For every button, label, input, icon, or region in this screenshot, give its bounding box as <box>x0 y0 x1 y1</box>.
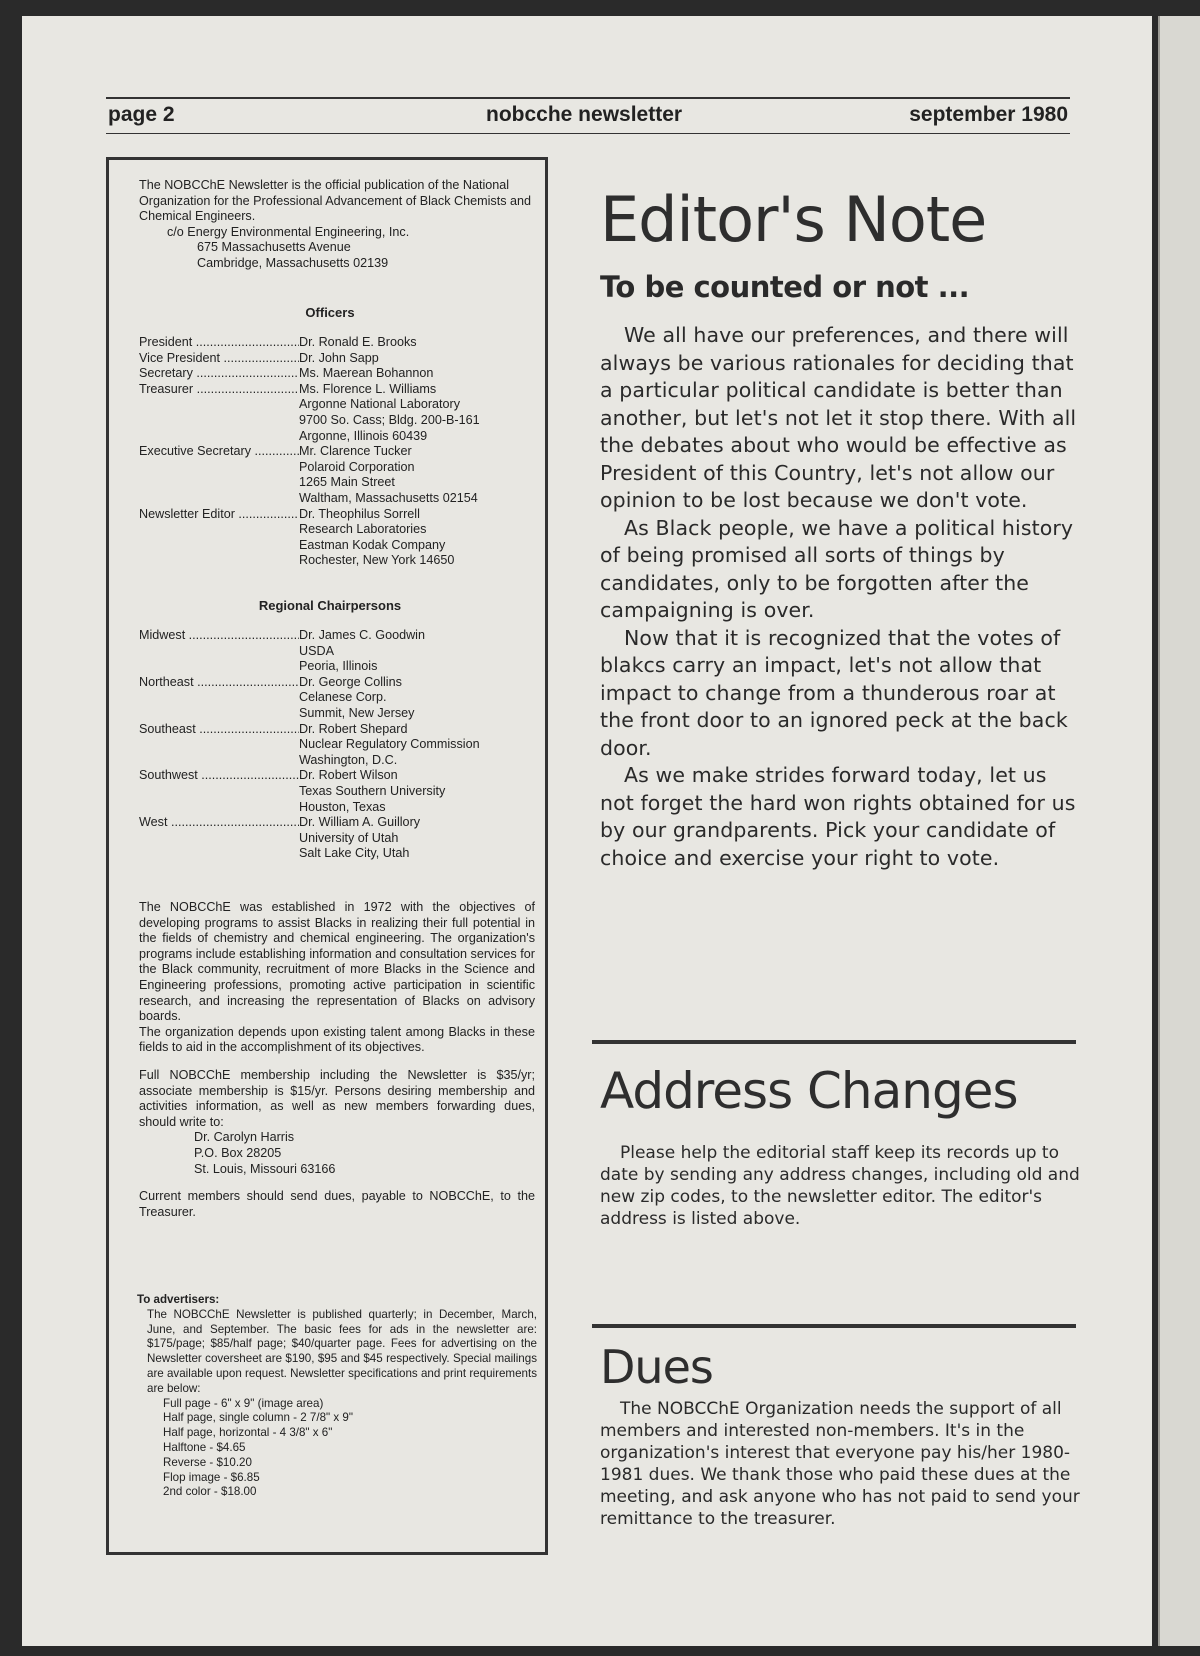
roster-person <box>299 335 539 351</box>
roster-row <box>139 675 539 722</box>
roster-line: Dr. George Collins <box>299 674 402 689</box>
spec-line: Full page - 6" x 9" (image area) <box>163 1396 324 1410</box>
editors-note-paragraph: As we make strides forward today, let us not forget the hard won rights obtained for us by our grandparents. Pick your candidate of choice and exercise your right to vote. <box>600 763 1076 870</box>
masthead-intro <box>139 178 534 272</box>
editors-note-paragraph: We all have our preferences, and there will always be various rationales for deciding that a particular political candidate is better than another, but let's not let it stop there. With all the debates about who would be effective as President of this Country, let's not allow our opinion to be lost because we don't vote. <box>600 323 1077 512</box>
roster-role: Southwest ..... <box>139 768 299 815</box>
roster-line: Dr. William A. Guillory <box>299 815 421 830</box>
dues-address-line: Dr. Carolyn Harris <box>194 1130 295 1145</box>
editors-note-paragraph: Now that it is recognized that the votes of blakcs carry an impact, let's not allow that impact to change from a thunderous roar at the front door to an ignored peck at the back door. <box>600 625 1068 760</box>
roster-role: West ..... <box>139 815 299 862</box>
dues-address-line: St. Louis, Missouri 63166 <box>194 1161 336 1176</box>
spec-line: Half page, single column - 2 7/8" x 9" <box>163 1411 353 1425</box>
roster-line: Dr. Theophilus Sorrell <box>299 506 420 521</box>
editors-note-title: Editor's Note <box>600 183 987 256</box>
roster-line: Polaroid Corporation <box>299 459 415 474</box>
roster-person <box>299 366 539 382</box>
section-divider <box>592 1324 1076 1328</box>
dues-section <box>600 1340 1080 1530</box>
roster-line: Dr. James C. Goodwin <box>299 628 425 642</box>
spec-line: 2nd color - $18.00 <box>163 1485 257 1499</box>
roster-person <box>299 768 539 815</box>
roster-role: Executive Secretary ..... <box>139 444 299 506</box>
advertisers-heading: To advertisers: <box>137 1293 220 1306</box>
page-header <box>106 97 1070 134</box>
roster-row <box>139 628 539 675</box>
masthead-box <box>106 157 548 1555</box>
dues-paragraph: The NOBCChE Organization needs the support of all members and interested non-members. It's in the organization's interest that everyone pay his/her 1980-1981 dues. We thank those who paid these dues at the meeting, and ask anyone who has not paid to send your remittance to the treasurer. <box>600 1399 1080 1529</box>
page-number: page 2 <box>108 103 175 126</box>
address-changes-body <box>600 1142 1080 1230</box>
roster-role: Southeast ..... <box>139 722 299 769</box>
roster-person <box>299 628 539 675</box>
editors-note-body <box>600 322 1080 872</box>
roster-line: Eastman Kodak Company <box>299 537 446 552</box>
address-line: Cambridge, Massachusetts 02139 <box>197 255 389 270</box>
about-section <box>139 900 535 1220</box>
address-line: 675 Massachusetts Avenue <box>197 240 351 255</box>
roster-line: Nuclear Regulatory Commission <box>299 737 480 752</box>
roster-role: Secretary ..... <box>139 366 299 382</box>
roster-row <box>139 444 539 506</box>
roster-line: Ms. Florence L. Williams <box>299 381 437 396</box>
roster-person <box>299 722 539 769</box>
spec-line: Reverse - $10.20 <box>163 1455 252 1469</box>
roster-line: 9700 So. Cass; Bldg. 200-B-161 <box>299 412 480 427</box>
roster-row <box>139 722 539 769</box>
roster-row <box>139 507 539 569</box>
advertisers-section <box>137 1293 537 1500</box>
address-changes-title: Address Changes <box>600 1062 1018 1120</box>
about-paragraph: The organization depends upon existing talent among Blacks in these fields to aid in the accomplishment of its objectives. <box>139 1024 535 1055</box>
roster-role: Vice President ..... <box>139 351 299 367</box>
roster-line: Texas Southern University <box>299 783 446 798</box>
roster-line: USDA <box>299 643 334 658</box>
roster-line: Argonne National Laboratory <box>299 397 461 412</box>
advertisers-body: The NOBCChE Newsletter is published quarterly; in December, March, June, and September. The basic fees for ads in the newsletter are: $175/page; $85/half page; $40/quarter page. Fees for advertising on the Newsletter coversheet are $190, $95 and $45 respectively. Special mailings are available upon request. Newsletter specifications and print requirements are below: <box>147 1307 537 1395</box>
roster-person <box>299 351 539 367</box>
roster-row <box>139 366 539 382</box>
roster-line: Celanese Corp. <box>299 690 387 705</box>
roster-line: Dr. Robert Shepard <box>299 721 408 736</box>
roster-row <box>139 768 539 815</box>
roster-line: Mr. Clarence Tucker <box>299 444 412 459</box>
roster-line: Dr. John Sapp <box>299 350 379 365</box>
roster-line: Rochester, New York 14650 <box>299 553 455 568</box>
roster-line: Argonne, Illinois 60439 <box>299 428 428 443</box>
roster-row <box>139 351 539 367</box>
regional-list <box>139 628 539 862</box>
address-line: c/o Energy Environmental Engineering, Inc. <box>167 224 410 239</box>
roster-line: Salt Lake City, Utah <box>299 846 410 861</box>
spec-line: Flop image - $6.85 <box>163 1470 260 1484</box>
roster-role: Midwest ..... <box>139 628 299 675</box>
next-page-edge <box>1158 16 1200 1646</box>
editors-note-subtitle: To be counted or not ... <box>600 270 970 304</box>
officers-heading: Officers <box>305 305 355 320</box>
regional-heading: Regional Chairpersons <box>258 598 402 613</box>
roster-line: Dr. Robert Wilson <box>299 768 398 783</box>
roster-line: Waltham, Massachusetts 02154 <box>299 490 478 505</box>
roster-row <box>139 815 539 862</box>
editors-note-paragraph: As Black people, we have a political history of being promised all sorts of things by candidates, only to be forgotten after the campaigning is over. <box>600 515 1074 622</box>
newsletter-name: nobcche newsletter <box>486 103 683 126</box>
officers-list <box>139 335 539 569</box>
roster-role: Treasurer ..... <box>139 382 299 444</box>
dues-address-line: P.O. Box 28205 <box>194 1145 282 1160</box>
intro-text: The NOBCChE Newsletter is the official publication of the National Organization for the Professional Advancement of Black Chemists and Chemical Engineers. <box>139 178 532 224</box>
roster-role: President ..... <box>139 335 299 351</box>
roster-row <box>139 382 539 444</box>
editors-note <box>600 183 1080 872</box>
about-paragraph: The NOBCChE was established in 1972 with the objectives of developing programs to assist Blacks in realizing their full potential in the fields of chemistry and chemical engineering. The organization's programs include establishing information and consultation services for the Black community, recruitment of more Blacks in the Science and Engineering professions, promoting active participation in scientific research, and increasing the representation of Blacks on advisory boards. <box>139 900 535 1024</box>
current-members-paragraph: Current members should send dues, payable to NOBCChE, to the Treasurer. <box>139 1189 535 1219</box>
roster-person <box>299 382 539 444</box>
dues-body <box>600 1398 1080 1530</box>
spec-line: Half page, horizontal - 4 3/8" x 6" <box>163 1426 333 1440</box>
roster-line: University of Utah <box>299 830 399 845</box>
roster-line: Dr. Ronald E. Brooks <box>299 335 417 349</box>
roster-person <box>299 815 539 862</box>
roster-line: Washington, D.C. <box>299 752 398 767</box>
issue-date: september 1980 <box>909 103 1068 126</box>
address-changes-paragraph: Please help the editorial staff keep its records up to date by sending any address changes, including old and new zip codes, to the newsletter editor. The editor's address is listed above. <box>600 1143 1080 1229</box>
roster-line: Summit, New Jersey <box>299 705 415 720</box>
roster-line: Ms. Maerean Bohannon <box>299 366 434 381</box>
roster-line: Houston, Texas <box>299 799 386 814</box>
roster-person <box>299 675 539 722</box>
roster-role: Northeast ..... <box>139 675 299 722</box>
roster-row <box>139 335 539 351</box>
section-divider <box>592 1040 1076 1044</box>
roster-person <box>299 444 539 506</box>
spec-line: Halftone - $4.65 <box>163 1440 246 1454</box>
roster-line: Research Laboratories <box>299 522 427 537</box>
roster-line: 1265 Main Street <box>299 475 395 490</box>
dues-title: Dues <box>600 1340 713 1394</box>
roster-line: Peoria, Illinois <box>299 659 378 674</box>
roster-person <box>299 507 539 569</box>
roster-role: Newsletter Editor ..... <box>139 507 299 569</box>
address-changes-section <box>600 1062 1080 1230</box>
membership-paragraph: Full NOBCChE membership including the Newsletter is $35/yr; associate membership is $15/yr. Persons desiring membership and activities information, as well as new members forwarding dues, should write to: <box>139 1067 535 1129</box>
